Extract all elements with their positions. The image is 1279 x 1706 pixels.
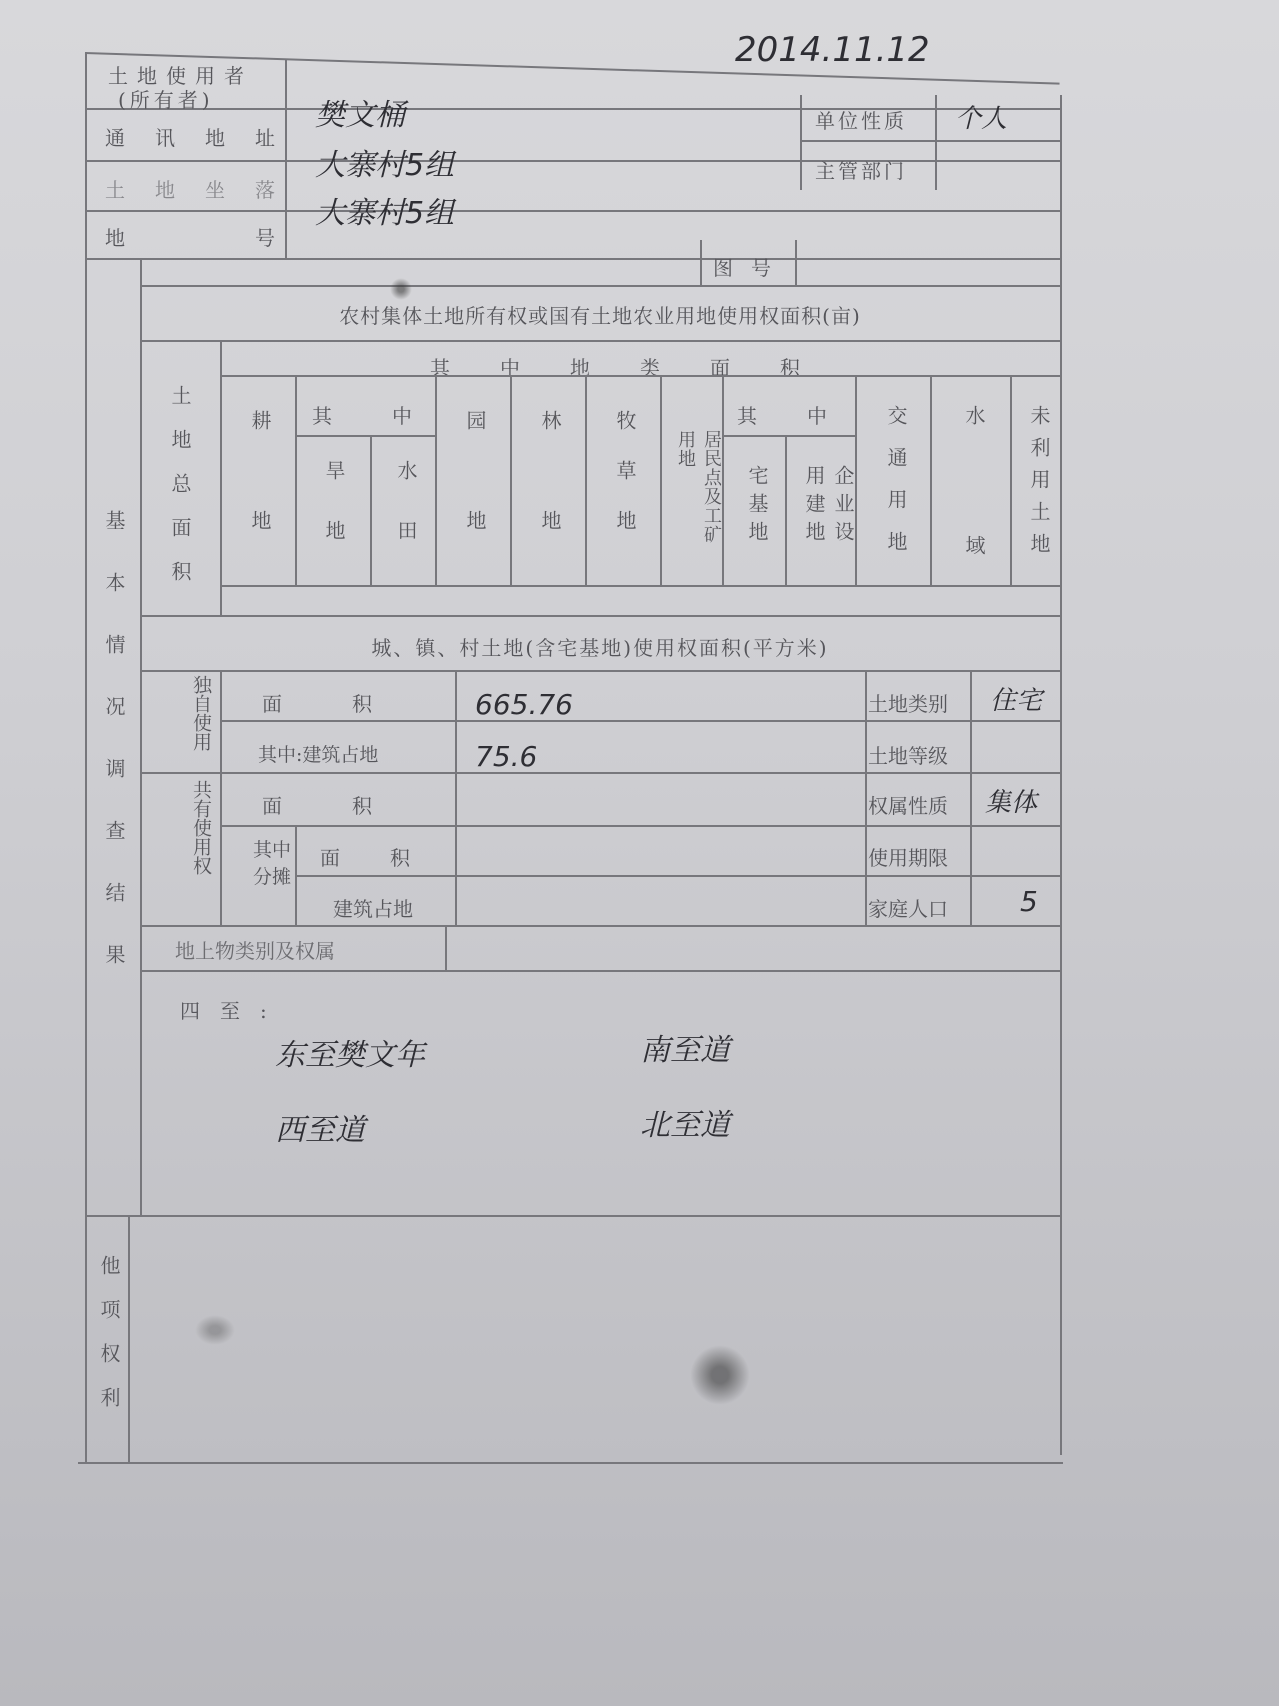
divider (220, 340, 222, 615)
divider (220, 825, 1060, 827)
divider (930, 375, 932, 585)
divider (140, 970, 1060, 972)
divider (85, 210, 1060, 212)
ink-stain (390, 278, 412, 300)
exclusive-building-label: 其中:建筑占地 (258, 744, 379, 766)
urban-title: 城、镇、村土地(含宅基地)使用权面积(平方米) (371, 636, 829, 660)
col-settlement: 居民点及工矿用地 (675, 430, 722, 544)
term-label: 使用期限 (868, 846, 948, 870)
unit-nature-value: 个人 (955, 104, 1008, 134)
other-rights-label: 他项权利 (97, 1255, 121, 1431)
rural-subtitle: 其中地类面积 (430, 356, 850, 380)
divider (935, 95, 937, 190)
exclusive-area-label: 面积 (262, 692, 442, 716)
divider (295, 375, 297, 585)
divider (220, 720, 1060, 722)
col-traffic: 交通用地 (884, 405, 908, 573)
col-paddy: 水田 (394, 460, 418, 580)
section-label: 基本情况调查结果 (102, 510, 126, 1006)
ink-stain (690, 1345, 750, 1405)
shared-split-area-label: 面积 (320, 846, 460, 870)
col-unused: 未利用土地 (1027, 405, 1051, 565)
divider (445, 925, 447, 970)
col-pasture: 牧草地 (613, 410, 637, 560)
divider (140, 772, 1060, 774)
divider (865, 670, 867, 925)
parcel-label: 地号 (105, 226, 405, 250)
shared-split-building-label: 建筑占地 (333, 897, 413, 921)
divider (85, 108, 1060, 110)
unit-nature-label: 单位性质 (815, 109, 907, 133)
user-value: 樊文桶 (315, 98, 405, 133)
boundary-south: 南至道 (640, 1033, 730, 1068)
col-dry-land: 旱地 (322, 460, 346, 580)
divider (585, 375, 587, 585)
divider (295, 875, 1060, 877)
divider (295, 825, 297, 925)
exclusive-use-label: 独自使用 (190, 675, 212, 751)
divider (1010, 375, 1012, 585)
boundary-north: 北至道 (640, 1108, 730, 1143)
ink-stain (195, 1315, 235, 1345)
household-label: 家庭人口 (868, 897, 948, 921)
divider (85, 1215, 1060, 1217)
divider (295, 435, 435, 437)
rural-title: 农村集体土地所有权或国有土地农业用地使用权面积(亩) (339, 304, 861, 328)
divider (220, 375, 1060, 377)
col-homestead: 宅基地 (745, 465, 769, 549)
col-of-which-2: 其中 (737, 404, 877, 428)
location-label: 土地坐落 (105, 178, 305, 202)
household-value: 5 (1020, 885, 1038, 918)
shared-of-which-label: 其中分摊 (252, 839, 291, 888)
divider (700, 240, 702, 285)
col-enterprise: 企业设用建地 (802, 465, 855, 549)
boundary-west: 西至道 (275, 1113, 365, 1148)
dept-label: 主管部门 (815, 159, 907, 183)
boundaries-label: 四至: (180, 999, 287, 1023)
divider (140, 670, 1060, 672)
divider (140, 340, 1060, 342)
divider (140, 285, 1060, 287)
boundary-east: 东至樊文年 (275, 1038, 425, 1073)
address-value: 大寨村5组 (315, 148, 455, 183)
divider (660, 375, 662, 585)
divider (85, 258, 1060, 260)
land-class-label: 土地类别 (868, 692, 948, 716)
col-water: 水域 (962, 405, 986, 665)
owner-label: (所有者) (118, 88, 214, 112)
frame-right (1060, 95, 1062, 1455)
divider (800, 95, 802, 190)
divider (220, 585, 1060, 587)
divider (785, 435, 787, 585)
shared-use-label: 共有使用权 (190, 780, 212, 875)
ownership-label: 权属性质 (868, 794, 948, 818)
frame-bottom (78, 1462, 1063, 1464)
divider (455, 670, 457, 925)
address-label: 通讯地址 (105, 126, 305, 150)
divider (370, 435, 372, 585)
divider (970, 670, 972, 925)
land-class-value: 住宅 (990, 686, 1043, 716)
divider (140, 615, 1060, 617)
divider (140, 258, 142, 1215)
location-value: 大寨村5组 (315, 196, 455, 231)
divider (800, 140, 1060, 142)
divider (85, 160, 1060, 162)
col-forest: 林地 (538, 410, 562, 610)
col-garden: 园地 (463, 410, 487, 610)
divider (722, 435, 855, 437)
divider (795, 240, 797, 285)
divider (510, 375, 512, 585)
col-farmland: 耕地 (248, 410, 272, 610)
exclusive-building-value: 75.6 (475, 740, 538, 773)
shared-area-label: 面积 (262, 794, 442, 818)
col-of-which: 其中 (312, 404, 472, 428)
user-label: 土地使用者 (108, 64, 253, 88)
divider (140, 925, 1060, 927)
frame-left (85, 52, 87, 1462)
divider (128, 1215, 130, 1462)
exclusive-area-value: 665.76 (475, 688, 573, 721)
signature-date: 2014.11.12 (735, 30, 930, 70)
ownership-value: 集体 (985, 788, 1038, 818)
col-total-area: 土地总面积 (168, 385, 192, 605)
map-number-label: 图号 (713, 256, 789, 280)
above-ground-label: 地上物类别及权属 (175, 939, 335, 963)
divider (220, 670, 222, 925)
land-grade-label: 土地等级 (868, 744, 948, 768)
